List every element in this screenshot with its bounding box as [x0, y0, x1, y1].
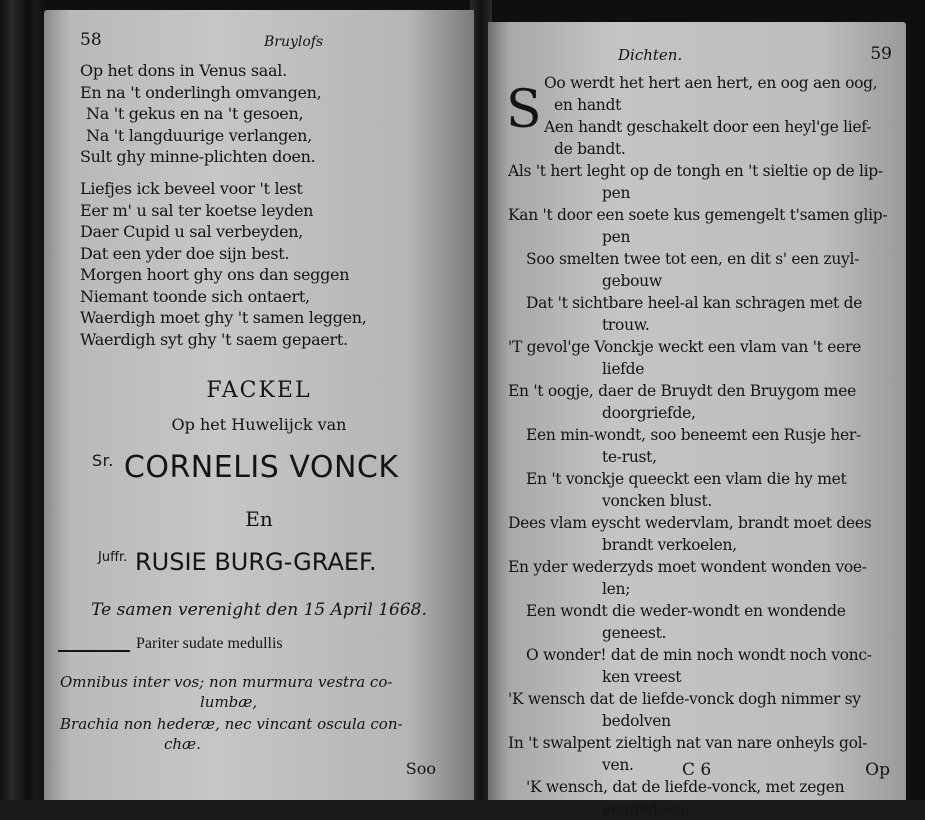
verse-line: Waerdigh syt ghy 't saem gepaert. [80, 329, 348, 349]
drop-cap: S [506, 80, 542, 140]
motto: Pariter sudate medullis [136, 635, 283, 652]
verse-line: en handt [554, 96, 622, 114]
verse-line: de bandt. [554, 140, 626, 158]
wedding-date: Te samen verenight den 15 April 1668. [91, 600, 427, 620]
poem-stanza-1 [80, 60, 321, 168]
groom-name-line [92, 450, 399, 485]
left-page [44, 10, 474, 800]
latin-line: chæ. [164, 735, 201, 753]
verse-line: pen [602, 228, 631, 246]
verse-line: Oo werdt het hert aen hert, en oog aen oog, [544, 74, 878, 92]
poem-stanza-2 [80, 178, 367, 350]
groom-name: CORNELIS VONCK [123, 450, 399, 485]
verse-line: Soo smelten twee tot een, en dit s' een zuyl- [526, 250, 860, 268]
verse-line: Dat een yder doe sijn best. [80, 243, 290, 263]
motto-rule [58, 650, 130, 652]
verse-line: O wonder! dat de min noch wondt noch vonc- [526, 646, 872, 664]
verse-line: Morgen hoort ghy ons dan seggen [80, 265, 350, 284]
verse-line: Waerdigh moet ghy 't samen leggen, [80, 308, 367, 327]
page-number-left: 58 [80, 30, 102, 50]
verse-line: Dees vlam eyscht wedervlam, brandt moet dees [508, 514, 872, 532]
signature-mark: C 6 [682, 760, 712, 780]
bride-name-line [98, 548, 377, 576]
conjunction-en: En [245, 507, 273, 531]
verse-line: Eer m' u sal ter koetse leyden [80, 200, 314, 220]
verse-line: trouw. [602, 316, 650, 334]
catchword-right: Op [865, 760, 890, 780]
occasion-line: Op het Huwelijck van [171, 415, 347, 434]
verse-line: brandt verkoelen, [602, 536, 737, 554]
bride-name: RUSIE BURG-GRAEF. [134, 548, 377, 576]
verse-line: te-rust, [602, 448, 657, 466]
page-number-right: 59 [870, 44, 892, 64]
verse-line: pen [602, 184, 631, 202]
running-head-left: Bruylofs [264, 34, 324, 50]
groom-title: Sr. [92, 451, 114, 470]
verse-line: En na 't onderlingh omvangen, [80, 82, 322, 102]
verse-line: Als 't hert leght op de tongh en 't sieltie op de lip- [508, 162, 883, 180]
verse-line: En 't oogje, daer de Bruydt den Bruygom mee [508, 382, 856, 400]
poem-title: FACKEL [206, 378, 312, 403]
bride-title: Juffr. [98, 550, 128, 565]
running-head-right: Dichten. [618, 46, 683, 64]
verse-line: voncken blust. [602, 492, 712, 510]
verse-line: 'T gevol'ge Vonckje weckt een vlam van 't eere [508, 338, 861, 356]
verse-line: Daer Cupid u sal verbeyden, [80, 222, 304, 241]
verse-line: En yder wederzyds moet wondent wonden voe- [508, 558, 867, 576]
verse-line: In 't swalpent zieltigh nat van nare onheyls gol- [508, 734, 868, 752]
verse-line: Liefjes ick beveel voor 't lest [80, 179, 303, 198]
verse-line: bedolven [602, 712, 671, 730]
verse-line: Sult ghy minne-plichten doen. [80, 147, 316, 166]
verse-line: Niemant toonde sich ontaert, [80, 286, 310, 306]
verse-line: 'K wensch, dat de liefde-vonck, met zegen [526, 778, 845, 796]
verse-line: En 't vonckje queeckt een vlam die hy met [526, 470, 847, 488]
latin-line: Omnibus inter vos; non murmura vestra co- [60, 673, 393, 691]
poem-body-right [508, 72, 896, 820]
catchword-left: Soo [405, 759, 436, 778]
verse-line: len; [602, 580, 631, 598]
verse-line: ken vreest [602, 668, 682, 686]
verse-line: gebouw [602, 272, 662, 290]
latin-line: lumbæ, [200, 693, 258, 711]
verse-line: Na 't gekus en na 't gesoen, [86, 104, 304, 123]
verse-line: doorgriefde, [602, 404, 696, 422]
verse-line: Na 't langduurige verlangen, [86, 125, 312, 145]
verse-line: Een min-wondt, soo beneemt een Rusje her- [526, 426, 861, 444]
verse-line: Op het dons in Venus saal. [80, 61, 287, 80]
verse-line: liefde [602, 360, 645, 378]
verse-line: 'K wensch dat de liefde-vonck dogh nimmer sy [508, 690, 861, 708]
verse-line: Een wondt die weder-wondt en wondende [526, 602, 846, 620]
verse-line: Kan 't door een soete kus gemengelt t'samen glip- [508, 206, 888, 224]
right-page [488, 22, 906, 818]
verse-line: geneest. [602, 624, 667, 642]
verse-line: Aen handt geschakelt door een heyl'ge lief- [544, 118, 872, 136]
verse-line: Dat 't sichtbare heel-al kan schragen met de [526, 294, 863, 312]
verse-line: aengedaen, [602, 800, 690, 818]
verse-line: ven. [602, 756, 634, 774]
latin-line: Brachia non hederæ, nec vincant oscula con- [60, 715, 403, 733]
